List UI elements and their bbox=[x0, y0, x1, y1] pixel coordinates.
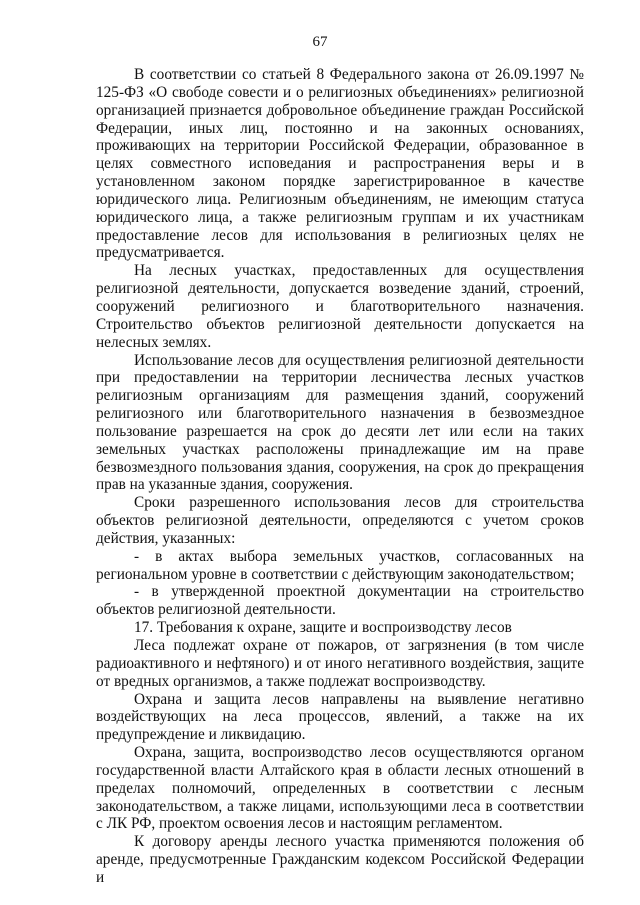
list-item-project-documentation: - в утвержденной проектной документации на строительство объектов религиозной деятельности. bbox=[96, 583, 584, 619]
paragraph-lease-agreement: К договору аренды лесного участка применяются положения об аренде, предусмотренные Гражданским кодексом Российской Федерации и bbox=[96, 833, 584, 886]
paragraph-religious-organization-definition: В соответствии со статьей 8 Федерального закона от 26.09.1997 № 125-ФЗ «О свободе совести и о религиозных объединениях» религиозной организацией признается добровольное объединение граждан Российской Федерации, иных лиц, постоянно и на законных основаниях, проживающих на территории Российской Федерации, образованное в целях совместного исповедания и распространения веры и в установленном законом порядке зарегистрированное в качестве юридического лица. Религиозным объединениям, не имеющим статуса юридического лица, а также религиозным группам и их участникам предоставление лесов для использования в религиозных целях не предусматривается. bbox=[96, 66, 584, 262]
paragraph-usage-terms: Сроки разрешенного использования лесов для строительства объектов религиозной деятельности, определяются с учетом сроков действия, указанных: bbox=[96, 494, 584, 547]
list-item-land-selection-acts: - в актах выбора земельных участков, согласованных на региональном уровне в соответствии с действующим законодательством; bbox=[96, 547, 584, 583]
document-body bbox=[96, 66, 584, 887]
page-number: 67 bbox=[312, 34, 328, 50]
paragraph-responsible-authorities: Охрана, защита, воспроизводство лесов осуществляются органом государственной власти Алтайского края в области лесных отношений в пределах полномочий, определенных в соответствии с лесным законодательством, а также лицами, использующими леса в соответствии с ЛК РФ, проектом освоения лесов и настоящим регламентом. bbox=[96, 744, 584, 833]
paragraph-buildings-allowed: На лесных участках, предоставленных для осуществления религиозной деятельности, допускается возведение зданий, строений, сооружений религиозного и благотворительного назначения. Строительство объектов религиозной деятельности допускается на нелесных землях. bbox=[96, 262, 584, 351]
section-heading: 17. Требования к охране, защите и воспроизводству лесов bbox=[134, 619, 512, 637]
paragraph-protection-goals: Охрана и защита лесов направлены на выявление негативно воздействующих на леса процессов, явлений, а также на их предупреждение и ликвидацию. bbox=[96, 690, 584, 744]
paragraph-forest-protection: Леса подлежат охране от пожаров, от загрязнения (в том числе радиоактивного и нефтяного) и от иного негативного воздействия, защите от вредных организмов, а также подлежат воспроизводству. bbox=[96, 637, 584, 690]
paragraph-free-use-term: Использование лесов для осуществления религиозной деятельности при предоставлении на территории лесничества лесных участков религиозным организациям для размещения зданий, сооружений религиозного или благотворительного назначения в безвозмездное пользование разрешается на срок до десяти лет или если на таких земельных участках расположены принадлежащие им на праве безвозмездного пользования здания, сооружения, на срок до прекращения прав на указанные здания, сооружения. bbox=[96, 351, 584, 494]
